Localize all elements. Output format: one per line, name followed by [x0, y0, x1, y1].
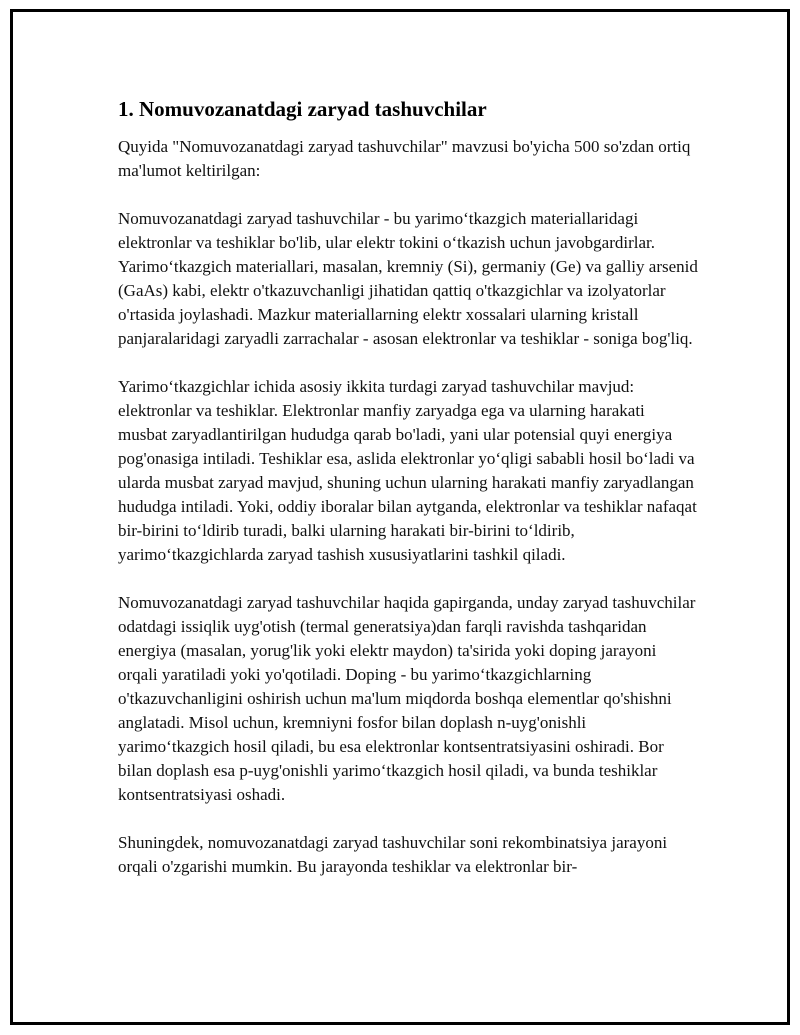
- document-content: [118, 95, 698, 903]
- paragraph-intro: Quyida "Nomuvozanatdagi zaryad tashuvchilar" mavzusi bo'yicha 500 so'zdan ortiq ma'lumot keltirilgan:: [118, 137, 691, 180]
- page-title: 1. Nomuvozanatdagi zaryad tashuvchilar: [118, 97, 487, 121]
- paragraph-doping: Nomuvozanatdagi zaryad tashuvchilar haqida gapirganda, unday zaryad tashuvchilar odatdagi issiqlik uyg'otish (termal generatsiya)dan farqli ravishda tashqaridan energiya (masalan, yorug'lik yoki elektr maydon) ta'sirida yoki doping jarayoni orqali yaratiladi yoki yo'qotiladi. Doping - bu yarimo‘tkazgichlarning o'tkazuvchanligini oshirish uchun ma'lum miqdorda boshqa elementlar qo'shishni anglatadi. Misol uchun, kremniyni fosfor bilan doplash n-uyg'onishli yarimo‘tkazgich hosil qiladi, bu esa elektronlar kontsentratsiyasini oshiradi. Bor bilan doplash esa p-uyg'onishli yarimo‘tkazgich hosil qiladi, va bunda teshiklar kontsentratsiyasi oshadi.: [118, 593, 696, 804]
- paragraph-carrier-types: Yarimo‘tkazgichlar ichida asosiy ikkita turdagi zaryad tashuvchilar mavjud: elektronlar va teshiklar. Elektronlar manfiy zaryadga ega va ularning harakati musbat zaryadlantirilgan hududga qarab bo'ladi, yani ular potensial quyi energiya pog'onasiga intiladi. Teshiklar esa, aslida elektronlar yo‘qligi sababli hosil bo‘ladi va ularda musbat zaryad mavjud, shuning uchun ularning harakati manfiy zaryadlangan hududga intiladi. Yoki, oddiy iboralar bilan aytganda, elektronlar va teshiklar nafaqat bir-birini to‘ldirib turadi, balki ularning harakati bir-birini to‘ldirib, yarimo‘tkazgichlarda zaryad tashish xususiyatlarini tashkil qiladi.: [118, 377, 697, 564]
- paragraph-definition: Nomuvozanatdagi zaryad tashuvchilar - bu yarimo‘tkazgich materiallaridagi elektronlar va teshiklar bo'lib, ular elektr tokini o‘tkazish uchun javobgardirlar. Yarimo‘tkazgich materiallari, masalan, kremniy (Si), germaniy (Ge) va galliy arsenid (GaAs) kabi, elektr o'tkazuvchanligi jihatidan qattiq o'tkazgichlar va izolyatorlar o'rtasida joylashadi. Mazkur materiallarning elektr xossalari ularning kristall panjaralaridagi zaryadli zarrachalar - asosan elektronlar va teshiklar - soniga bog'liq.: [118, 209, 698, 348]
- document-page: [10, 9, 790, 1025]
- paragraph-recombination: Shuningdek, nomuvozanatdagi zaryad tashuvchilar soni rekombinatsiya jarayoni orqali o'zgarishi mumkin. Bu jarayonda teshiklar va elektronlar bir-: [118, 833, 668, 876]
